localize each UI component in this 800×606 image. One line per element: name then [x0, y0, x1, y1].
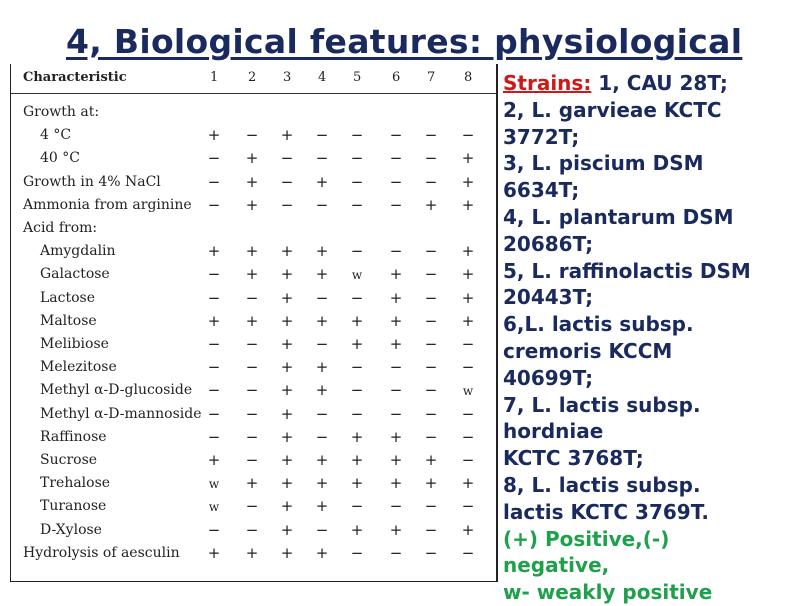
- result-cell: +: [389, 311, 403, 330]
- column-header-characteristic: Characteristic: [23, 70, 127, 85]
- row-label: Lactose: [40, 289, 96, 306]
- table-row: [11, 427, 496, 450]
- result-cell: −: [207, 288, 221, 307]
- result-cell: +: [350, 311, 364, 330]
- result-cell: +: [315, 311, 329, 330]
- result-cell: −: [207, 265, 221, 284]
- result-cell: −: [424, 265, 438, 284]
- result-cell: −: [389, 358, 403, 377]
- strain-line: KCTC 3768T;: [503, 446, 644, 471]
- result-cell: −: [207, 172, 221, 191]
- result-cell: −: [389, 381, 403, 400]
- table-row: [11, 357, 496, 380]
- result-cell: +: [280, 311, 294, 330]
- result-cell: −: [207, 381, 221, 400]
- result-cell: −: [424, 242, 438, 261]
- result-cell: +: [315, 497, 329, 516]
- result-cell: −: [245, 126, 259, 145]
- result-cell: +: [461, 311, 475, 330]
- result-cell: −: [461, 427, 475, 446]
- characteristics-table: [10, 64, 498, 582]
- result-cell: +: [315, 451, 329, 469]
- result-cell: w: [208, 500, 220, 515]
- row-label: Growth in 4% NaCl: [23, 173, 161, 190]
- table-row: [11, 496, 496, 519]
- result-cell: w: [351, 268, 363, 283]
- result-cell: +: [315, 265, 329, 284]
- result-cell: +: [280, 497, 294, 516]
- result-cell: +: [280, 265, 294, 284]
- result-cell: −: [461, 497, 475, 516]
- result-cell: +: [461, 474, 475, 493]
- result-cell: +: [245, 172, 259, 191]
- result-cell: +: [280, 335, 294, 353]
- result-cell: +: [315, 242, 329, 261]
- table-row: [11, 473, 496, 496]
- row-label: Sucrose: [40, 452, 98, 468]
- result-cell: −: [461, 543, 475, 562]
- result-cell: +: [315, 172, 329, 191]
- result-cell: +: [280, 242, 294, 261]
- result-cell: −: [315, 427, 329, 446]
- result-cell: −: [207, 427, 221, 446]
- result-cell: +: [315, 358, 329, 377]
- result-cell: −: [350, 381, 364, 400]
- result-cell: +: [207, 451, 221, 469]
- result-cell: +: [424, 474, 438, 493]
- strain-line: 40699T;: [503, 365, 594, 390]
- result-cell: −: [389, 543, 403, 562]
- table-row: [11, 404, 496, 427]
- table-row: [11, 102, 496, 125]
- result-cell: −: [245, 427, 259, 446]
- column-header-strain: 6: [392, 70, 401, 85]
- result-cell: −: [424, 172, 438, 191]
- result-cell: +: [207, 242, 221, 261]
- result-cell: −: [315, 126, 329, 145]
- result-cell: +: [424, 451, 438, 469]
- result-cell: −: [424, 358, 438, 377]
- result-cell: +: [389, 335, 403, 353]
- result-cell: +: [245, 242, 259, 261]
- result-cell: +: [389, 451, 403, 469]
- table-row: [11, 543, 496, 566]
- result-cell: −: [389, 149, 403, 168]
- strain-line: 6,L. lactis subsp.: [503, 312, 694, 337]
- result-cell: +: [315, 381, 329, 400]
- result-cell: −: [424, 126, 438, 145]
- table-row: [11, 125, 496, 148]
- result-cell: +: [207, 543, 221, 562]
- row-label: D-Xylose: [40, 521, 102, 538]
- result-cell: −: [350, 404, 364, 423]
- column-header-strain: 4: [318, 70, 327, 85]
- result-cell: +: [245, 311, 259, 330]
- result-cell: +: [461, 172, 475, 191]
- result-cell: −: [207, 149, 221, 168]
- result-cell: +: [389, 265, 403, 284]
- row-label: 4 °C: [40, 127, 72, 144]
- result-cell: −: [207, 195, 221, 214]
- legend-line: (+) Positive,(-): [503, 526, 670, 551]
- result-cell: −: [207, 520, 221, 539]
- result-cell: −: [315, 288, 329, 307]
- result-cell: +: [350, 474, 364, 493]
- result-cell: +: [280, 427, 294, 446]
- table-row: [11, 218, 496, 241]
- strains-first-line: [503, 70, 795, 97]
- result-cell: −: [207, 404, 221, 423]
- result-cell: −: [424, 404, 438, 423]
- row-label: Melibiose: [40, 336, 109, 352]
- result-cell: −: [245, 404, 259, 423]
- result-cell: +: [280, 474, 294, 493]
- result-cell: −: [389, 172, 403, 191]
- table-row: [11, 172, 496, 195]
- table-row: [11, 195, 496, 218]
- result-cell: w: [462, 384, 474, 399]
- result-cell: +: [280, 288, 294, 307]
- result-cell: +: [461, 195, 475, 214]
- row-label: Methyl α-D-mannoside: [40, 405, 202, 422]
- result-cell: −: [424, 520, 438, 539]
- result-cell: +: [389, 520, 403, 539]
- result-cell: +: [280, 126, 294, 145]
- row-label: Growth at:: [23, 104, 100, 120]
- result-cell: +: [461, 149, 475, 168]
- result-cell: +: [280, 358, 294, 377]
- column-header-strain: 7: [427, 70, 436, 85]
- table-row: [11, 311, 496, 334]
- result-cell: −: [350, 543, 364, 562]
- result-cell: −: [207, 335, 221, 353]
- result-cell: +: [461, 288, 475, 307]
- result-cell: −: [461, 358, 475, 377]
- result-cell: −: [245, 497, 259, 516]
- row-label: Acid from:: [23, 220, 98, 236]
- strain-line: 7, L. lactis subsp.: [503, 392, 701, 417]
- result-cell: +: [461, 265, 475, 284]
- strain-line: 6634T;: [503, 178, 580, 203]
- result-cell: +: [280, 451, 294, 469]
- result-cell: −: [461, 126, 475, 145]
- result-cell: +: [207, 311, 221, 330]
- strains-label: Strains:: [503, 71, 592, 95]
- legend-line: negative,: [503, 553, 610, 578]
- result-cell: +: [245, 265, 259, 284]
- result-cell: +: [280, 520, 294, 539]
- result-cell: −: [389, 497, 403, 516]
- result-cell: −: [461, 404, 475, 423]
- strain-line: cremoris KCCM: [503, 338, 673, 363]
- result-cell: +: [207, 126, 221, 145]
- result-cell: +: [350, 335, 364, 353]
- result-cell: +: [315, 543, 329, 562]
- result-cell: −: [280, 149, 294, 168]
- row-label: Methyl α-D-glucoside: [40, 382, 193, 399]
- result-cell: −: [315, 404, 329, 423]
- result-cell: −: [280, 195, 294, 214]
- result-cell: −: [389, 195, 403, 214]
- result-cell: −: [424, 427, 438, 446]
- strain-line: 3772T;: [503, 124, 580, 149]
- row-label: Raffinose: [40, 428, 107, 445]
- result-cell: −: [315, 195, 329, 214]
- strain-line: hordniae: [503, 419, 604, 444]
- result-cell: −: [350, 358, 364, 377]
- strain-line: 3, L. piscium DSM: [503, 151, 704, 176]
- result-cell: +: [461, 520, 475, 539]
- result-cell: −: [389, 126, 403, 145]
- row-label: Amygdalin: [40, 243, 116, 260]
- column-header-strain: 5: [353, 70, 362, 85]
- result-cell: −: [245, 288, 259, 307]
- result-cell: −: [424, 497, 438, 516]
- result-cell: −: [461, 451, 475, 469]
- result-cell: −: [424, 149, 438, 168]
- table-row: [11, 241, 496, 264]
- result-cell: +: [245, 543, 259, 562]
- result-cell: −: [245, 358, 259, 377]
- table-row: [11, 148, 496, 171]
- strain-line: 4, L. plantarum DSM: [503, 204, 734, 229]
- result-cell: −: [389, 242, 403, 261]
- strain-line: 5, L. raffinolactis DSM: [503, 258, 751, 283]
- result-cell: −: [350, 288, 364, 307]
- row-label: Hydrolysis of aesculin: [23, 544, 180, 561]
- row-label: Trehalose: [40, 475, 111, 492]
- result-cell: −: [350, 195, 364, 214]
- strain-line: lactis KCTC 3769T.: [503, 499, 709, 524]
- result-cell: −: [315, 335, 329, 353]
- result-cell: w: [208, 477, 220, 492]
- table-header-row: [11, 64, 496, 94]
- row-label: Maltose: [40, 312, 97, 329]
- column-header-strain: 1: [210, 70, 219, 85]
- result-cell: −: [245, 520, 259, 539]
- result-cell: +: [350, 451, 364, 469]
- result-cell: +: [424, 195, 438, 214]
- result-cell: +: [245, 195, 259, 214]
- strain-line: 20686T;: [503, 231, 594, 256]
- strain-line: 1, CAU 28T;: [591, 71, 728, 95]
- result-cell: −: [461, 335, 475, 353]
- result-cell: −: [350, 172, 364, 191]
- result-cell: +: [389, 288, 403, 307]
- column-header-strain: 3: [283, 70, 292, 85]
- row-label: 40 °C: [40, 150, 80, 167]
- result-cell: −: [207, 358, 221, 377]
- result-cell: +: [461, 242, 475, 261]
- table-row: [11, 288, 496, 311]
- result-cell: +: [245, 149, 259, 168]
- row-label: Ammonia from arginine: [23, 196, 192, 213]
- strains-list: [503, 70, 795, 606]
- result-cell: −: [245, 335, 259, 353]
- strain-line: 2, L. garvieae KCTC: [503, 97, 722, 122]
- strain-line: 20443T;: [503, 285, 594, 310]
- row-label: Turanose: [40, 498, 107, 515]
- table-row: [11, 520, 496, 543]
- result-cell: +: [280, 381, 294, 400]
- result-cell: −: [424, 311, 438, 330]
- result-cell: −: [315, 149, 329, 168]
- column-header-strain: 8: [464, 70, 473, 85]
- result-cell: −: [389, 404, 403, 423]
- result-cell: −: [350, 497, 364, 516]
- table-row: [11, 450, 496, 473]
- result-cell: −: [245, 381, 259, 400]
- result-cell: −: [424, 335, 438, 353]
- result-cell: −: [350, 126, 364, 145]
- result-cell: −: [280, 172, 294, 191]
- result-cell: −: [245, 451, 259, 469]
- result-cell: +: [315, 474, 329, 493]
- table-row: [11, 334, 496, 357]
- result-cell: −: [315, 520, 329, 539]
- result-cell: +: [280, 543, 294, 562]
- result-cell: −: [424, 543, 438, 562]
- result-cell: +: [350, 520, 364, 539]
- row-label: Melezitose: [40, 359, 117, 376]
- result-cell: +: [280, 404, 294, 423]
- table-row: [11, 264, 496, 287]
- result-cell: +: [350, 427, 364, 446]
- result-cell: +: [245, 474, 259, 493]
- slide-title: 4, Biological features: physiological: [66, 22, 743, 61]
- legend-line: w- weakly positive: [503, 580, 713, 605]
- strain-line: 8, L. lactis subsp.: [503, 472, 701, 497]
- table-row: [11, 380, 496, 403]
- column-header-strain: 2: [248, 70, 257, 85]
- result-cell: +: [389, 427, 403, 446]
- row-label: Galactose: [40, 266, 110, 283]
- result-cell: −: [424, 288, 438, 307]
- result-cell: −: [350, 242, 364, 261]
- result-cell: −: [424, 381, 438, 400]
- result-cell: −: [350, 149, 364, 168]
- result-cell: +: [389, 474, 403, 493]
